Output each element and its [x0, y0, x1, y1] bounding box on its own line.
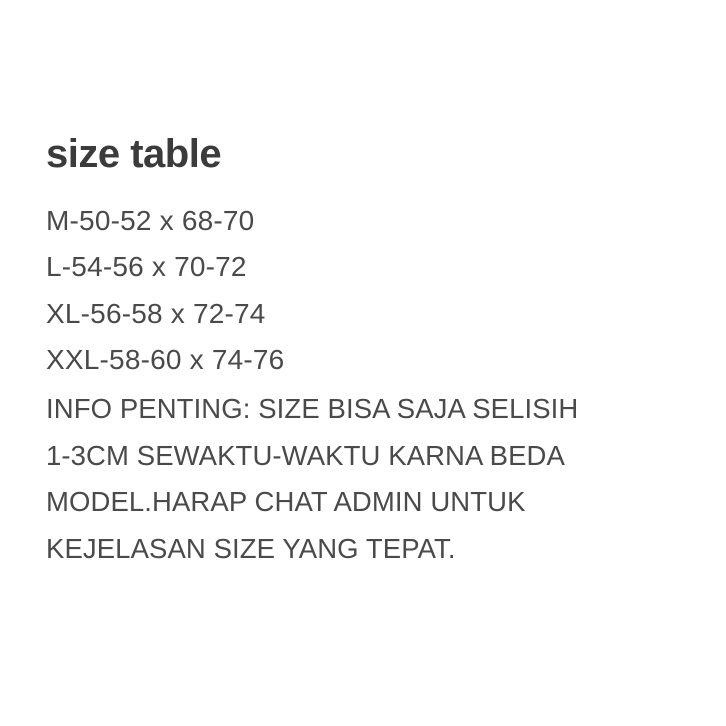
list-item: XXL-58-60 x 74-76 — [46, 344, 285, 376]
list-item: XL-56-58 x 72-74 — [46, 297, 266, 329]
note-line: INFO PENTING: SIZE BISA SAJA SELISIH — [46, 392, 579, 424]
size-table-content — [46, 132, 696, 573]
note-line: KEJELASAN SIZE YANG TEPAT. — [46, 533, 456, 565]
important-note — [46, 386, 696, 573]
note-line: MODEL.HARAP CHAT ADMIN UNTUK — [46, 486, 526, 518]
page-title: size table — [46, 132, 222, 176]
note-line: 1-3CM SEWAKTU-WAKTU KARNA BEDA — [46, 439, 565, 471]
list-item: M-50-52 x 68-70 — [46, 205, 255, 236]
size-list — [46, 198, 696, 384]
list-item: L-54-56 x 70-72 — [46, 251, 247, 283]
